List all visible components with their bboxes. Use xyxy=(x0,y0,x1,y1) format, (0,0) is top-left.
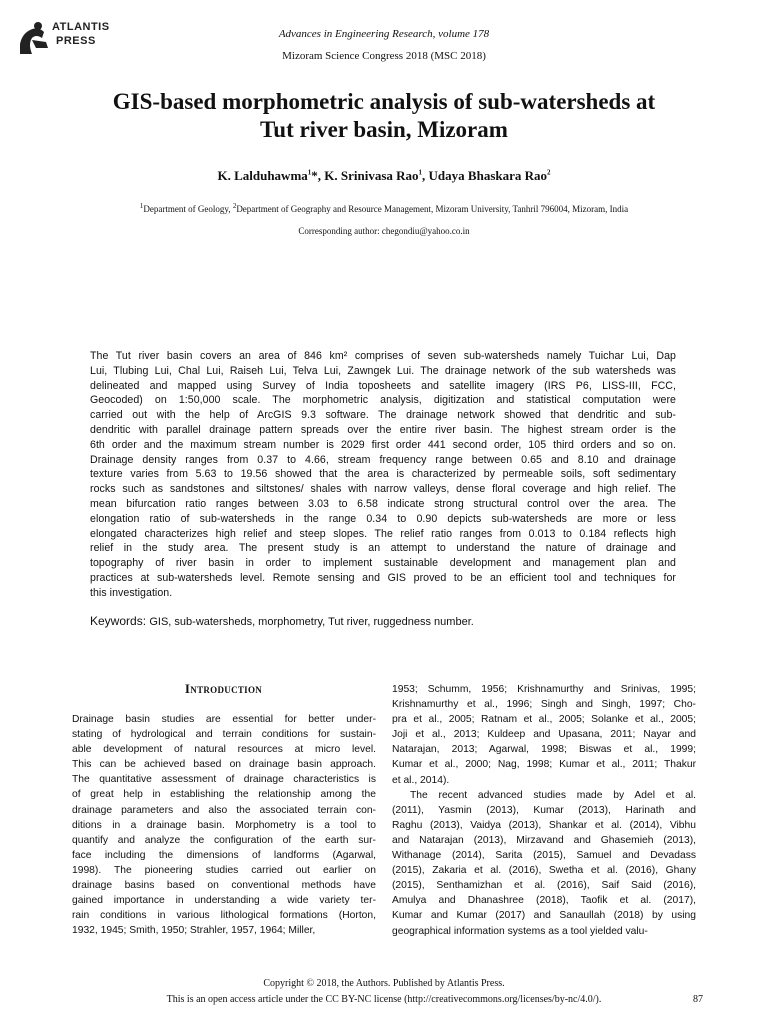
intro-left-line: Drainage basin studies are essential for better under- xyxy=(72,714,376,725)
paper-title xyxy=(60,88,708,144)
title-line-2: Tut river basin, Mizoram xyxy=(260,117,508,142)
intro-left-line: quantify and analyze the configuration of the earth sur- xyxy=(72,834,376,846)
affil-2: Department of Geography and Resource Management, Mizoram University, Tanhril 796004, Mizoram, India xyxy=(236,204,629,214)
abstract-line: texture varies from 5.63 to 19.56 showed that the area is characterized by permeable soils, soft sedimentary xyxy=(90,468,676,481)
keywords xyxy=(90,614,690,628)
author-2: K. Srinivasa Rao xyxy=(324,168,419,183)
title-line-1: GIS-based morphometric analysis of sub-watersheds at xyxy=(112,89,656,114)
intro-right-line: (2015), Senthamizhan et al. (2016), Saif Said (2016), xyxy=(392,880,696,892)
publisher-name-line2: PRESS xyxy=(56,35,96,47)
intro-left-line: able development of natural resources at micro level. xyxy=(72,744,376,756)
keywords-label: Keywords: xyxy=(90,614,150,628)
intro-right-line: Natarajan, 2013; Agarwal, 1998; Biswas et al., 1999; xyxy=(392,744,696,756)
intro-right-line: 1953; Schumm, 1956; Krishnamurthy and Srinivas, 1995; xyxy=(392,684,696,695)
intro-left-line: gained importance in understanding a wide variety ter- xyxy=(72,895,376,907)
intro-left-line: ditions in a drainage basin. Morphometry is a tool to xyxy=(72,819,376,831)
conference-name: Mizoram Science Congress 2018 (MSC 2018) xyxy=(282,50,486,62)
copyright-notice: Copyright © 2018, the Authors. Published by Atlantis Press. xyxy=(263,978,505,989)
affil-1-sup: 1 xyxy=(139,202,144,210)
abstract-line: Geocoded) on 1:50,000 scale. The morphometric analysis, digitization and statistical computation were xyxy=(90,394,676,407)
abstract-line: relief in the study area. The present study is an attempt to understand the nature of drainage and xyxy=(90,542,676,555)
intro-left-line: drainage parameters and also the associated terrain con- xyxy=(72,804,376,816)
abstract-line: elongated characterizes high relief and steep slopes. The relief ratio ranges from 0.013 to 0.184 reflects high xyxy=(90,527,676,540)
affiliations xyxy=(0,204,768,214)
intro-right-line: Kumar et al., 2000; Nag, 1998; Kumar et al., 2011; Thakur xyxy=(392,759,696,771)
license-notice: This is an open access article under the CC BY-NC license (http://creativecommons.org/licenses/by-nc/4.0/). xyxy=(166,994,602,1005)
abstract-line: mean bifurcation ratio ranges between 3.03 to 6.58 indicate strong structural control over the area. The xyxy=(90,497,676,510)
intro-left-line: 1932, 1945; Smith, 1950; Strahler, 1957, 1964; Miller, xyxy=(72,925,316,937)
author-3-affil: 2 xyxy=(547,168,551,177)
author-1: K. Lalduhawma xyxy=(217,168,308,183)
intro-left-line: The quantitative assessment of drainage characteristics is xyxy=(72,774,376,786)
corresponding-author: Corresponding author: chegondiu@yahoo.co.in xyxy=(298,226,470,236)
affil-2-sup: 2 xyxy=(232,202,237,210)
introduction-left-column xyxy=(72,712,376,938)
intro-right-line: The recent advanced studies made by Adel et al. xyxy=(410,789,696,801)
intro-right-line: Withanage (2014), Sarita (2015), Samuel and Devadass xyxy=(392,850,696,862)
intro-left-line: stating of hydrological and terrain conditions for sustain- xyxy=(72,729,376,741)
author-sep: , xyxy=(422,168,429,183)
abstract-line: this investigation. xyxy=(90,586,173,599)
author-2-affil: 1 xyxy=(418,168,423,177)
intro-right-line: pra et al., 2005; Ratnam et al., 2005; Solanke et al., 2005; xyxy=(392,714,696,726)
author-1-mark: *, xyxy=(311,168,325,183)
abstract-line: Lui, Tlubing Lui, Chal Lui, Raiseh Lui, Telva Lui, Zawngek Lui. The drainage network of the sub watersheds was xyxy=(90,364,676,377)
intro-right-line: Kumar and Kumar (2017) and Sanaullah (2018) by using xyxy=(392,910,696,922)
intro-right-line: (2011), Yasmin (2013), Kumar (2013), Harinath and xyxy=(392,804,696,816)
intro-right-line: Joji et al., 2013; Kuldeep and Upasana, 2011; Nayar and xyxy=(392,729,696,741)
intro-right-line: (2015), Zakaria et al. (2016), Swetha et al. (2016), Ghany xyxy=(392,865,696,877)
introduction-right-column xyxy=(392,682,696,939)
author-1-affil: 1 xyxy=(307,168,312,177)
introduction-heading: Introduction xyxy=(184,681,263,696)
intro-left-line: of great help in establishing the relationship among the xyxy=(72,789,376,801)
abstract-line: Drainage density ranges from 0.37 to 4.66, stream frequency range between 0.65 and 8.10 and drainage xyxy=(90,453,676,466)
intro-left-line: rain conditions in various lithological formations (Horton, xyxy=(72,910,376,922)
abstract-line: topography of river basin in order to implement sustainable development and management plan and xyxy=(90,557,676,570)
page-number: 87 xyxy=(693,994,703,1005)
abstract-line: 6th order and the maximum stream number is 2029 first order 441 second order, 105 third orders and so on. xyxy=(90,438,676,451)
affil-1: Department of Geology, xyxy=(143,204,233,214)
intro-right-line: Raghu (2013), Vaidya (2013), Shankar et al. (2014), Vibhu xyxy=(392,819,696,831)
abstract-line: elongation ratio of sub-watersheds in the range 0.34 to 0.90 depicts sub-watersheds are more or less xyxy=(90,512,676,525)
intro-right-line: et al., 2014). xyxy=(392,774,450,786)
intro-left-line: face including the dimensions of landforms (Agarwal, xyxy=(72,849,376,861)
intro-left-line: This can be achieved based on drainage basin approach. xyxy=(72,759,376,771)
journal-name: Advances in Engineering Research, volume 178 xyxy=(278,28,490,40)
abstract xyxy=(90,349,676,601)
intro-right-line: geographical information systems as a tool yielded valu- xyxy=(392,925,648,937)
publisher-name-line1: ATLANTIS xyxy=(52,21,110,33)
intro-right-line: Amulya and Dhanashree (2018), Taofik et al. (2017), xyxy=(392,895,696,907)
intro-right-line: and Natarajan (2013), Mirzavand and Ghasemieh (2013), xyxy=(392,834,696,846)
abstract-line: dendritic with parallel drainage pattern spreads over the entire river basin. The highest stream order is the xyxy=(90,423,676,436)
abstract-line: rocks such as sandstones and siltstones/ shales with narrow valleys, dense floral coverage and high relief. The xyxy=(90,483,676,496)
intro-left-line: 1998). The pioneering studies carried out earlier on xyxy=(72,864,376,876)
keywords-text: GIS, sub-watersheds, morphometry, Tut river, ruggedness number. xyxy=(149,616,474,628)
abstract-line: delineated and mapped using Survey of India toposheets and satellite imagery (IRS P6, LISS-III, FCC, xyxy=(90,379,676,392)
author-3: Udaya Bhaskara Rao xyxy=(428,168,548,183)
abstract-line: The Tut river basin covers an area of 846 km² comprises of seven sub-watersheds namely Tuichar Lui, Dap xyxy=(90,350,676,362)
author-list xyxy=(0,168,768,184)
intro-right-line: Krishnamurthy et al., 1996; Singh and Singh, 1997; Cho- xyxy=(392,699,696,711)
abstract-line: practices at sub-watersheds level. Remote sensing and GIS proved to be an efficient tool and techniques for xyxy=(90,571,676,584)
abstract-line: carried out with the help of ArcGIS 9.3 software. The drainage network showed that dendritic and sub- xyxy=(90,409,676,422)
intro-left-line: drainage basins based on conventional methods have xyxy=(72,880,376,892)
